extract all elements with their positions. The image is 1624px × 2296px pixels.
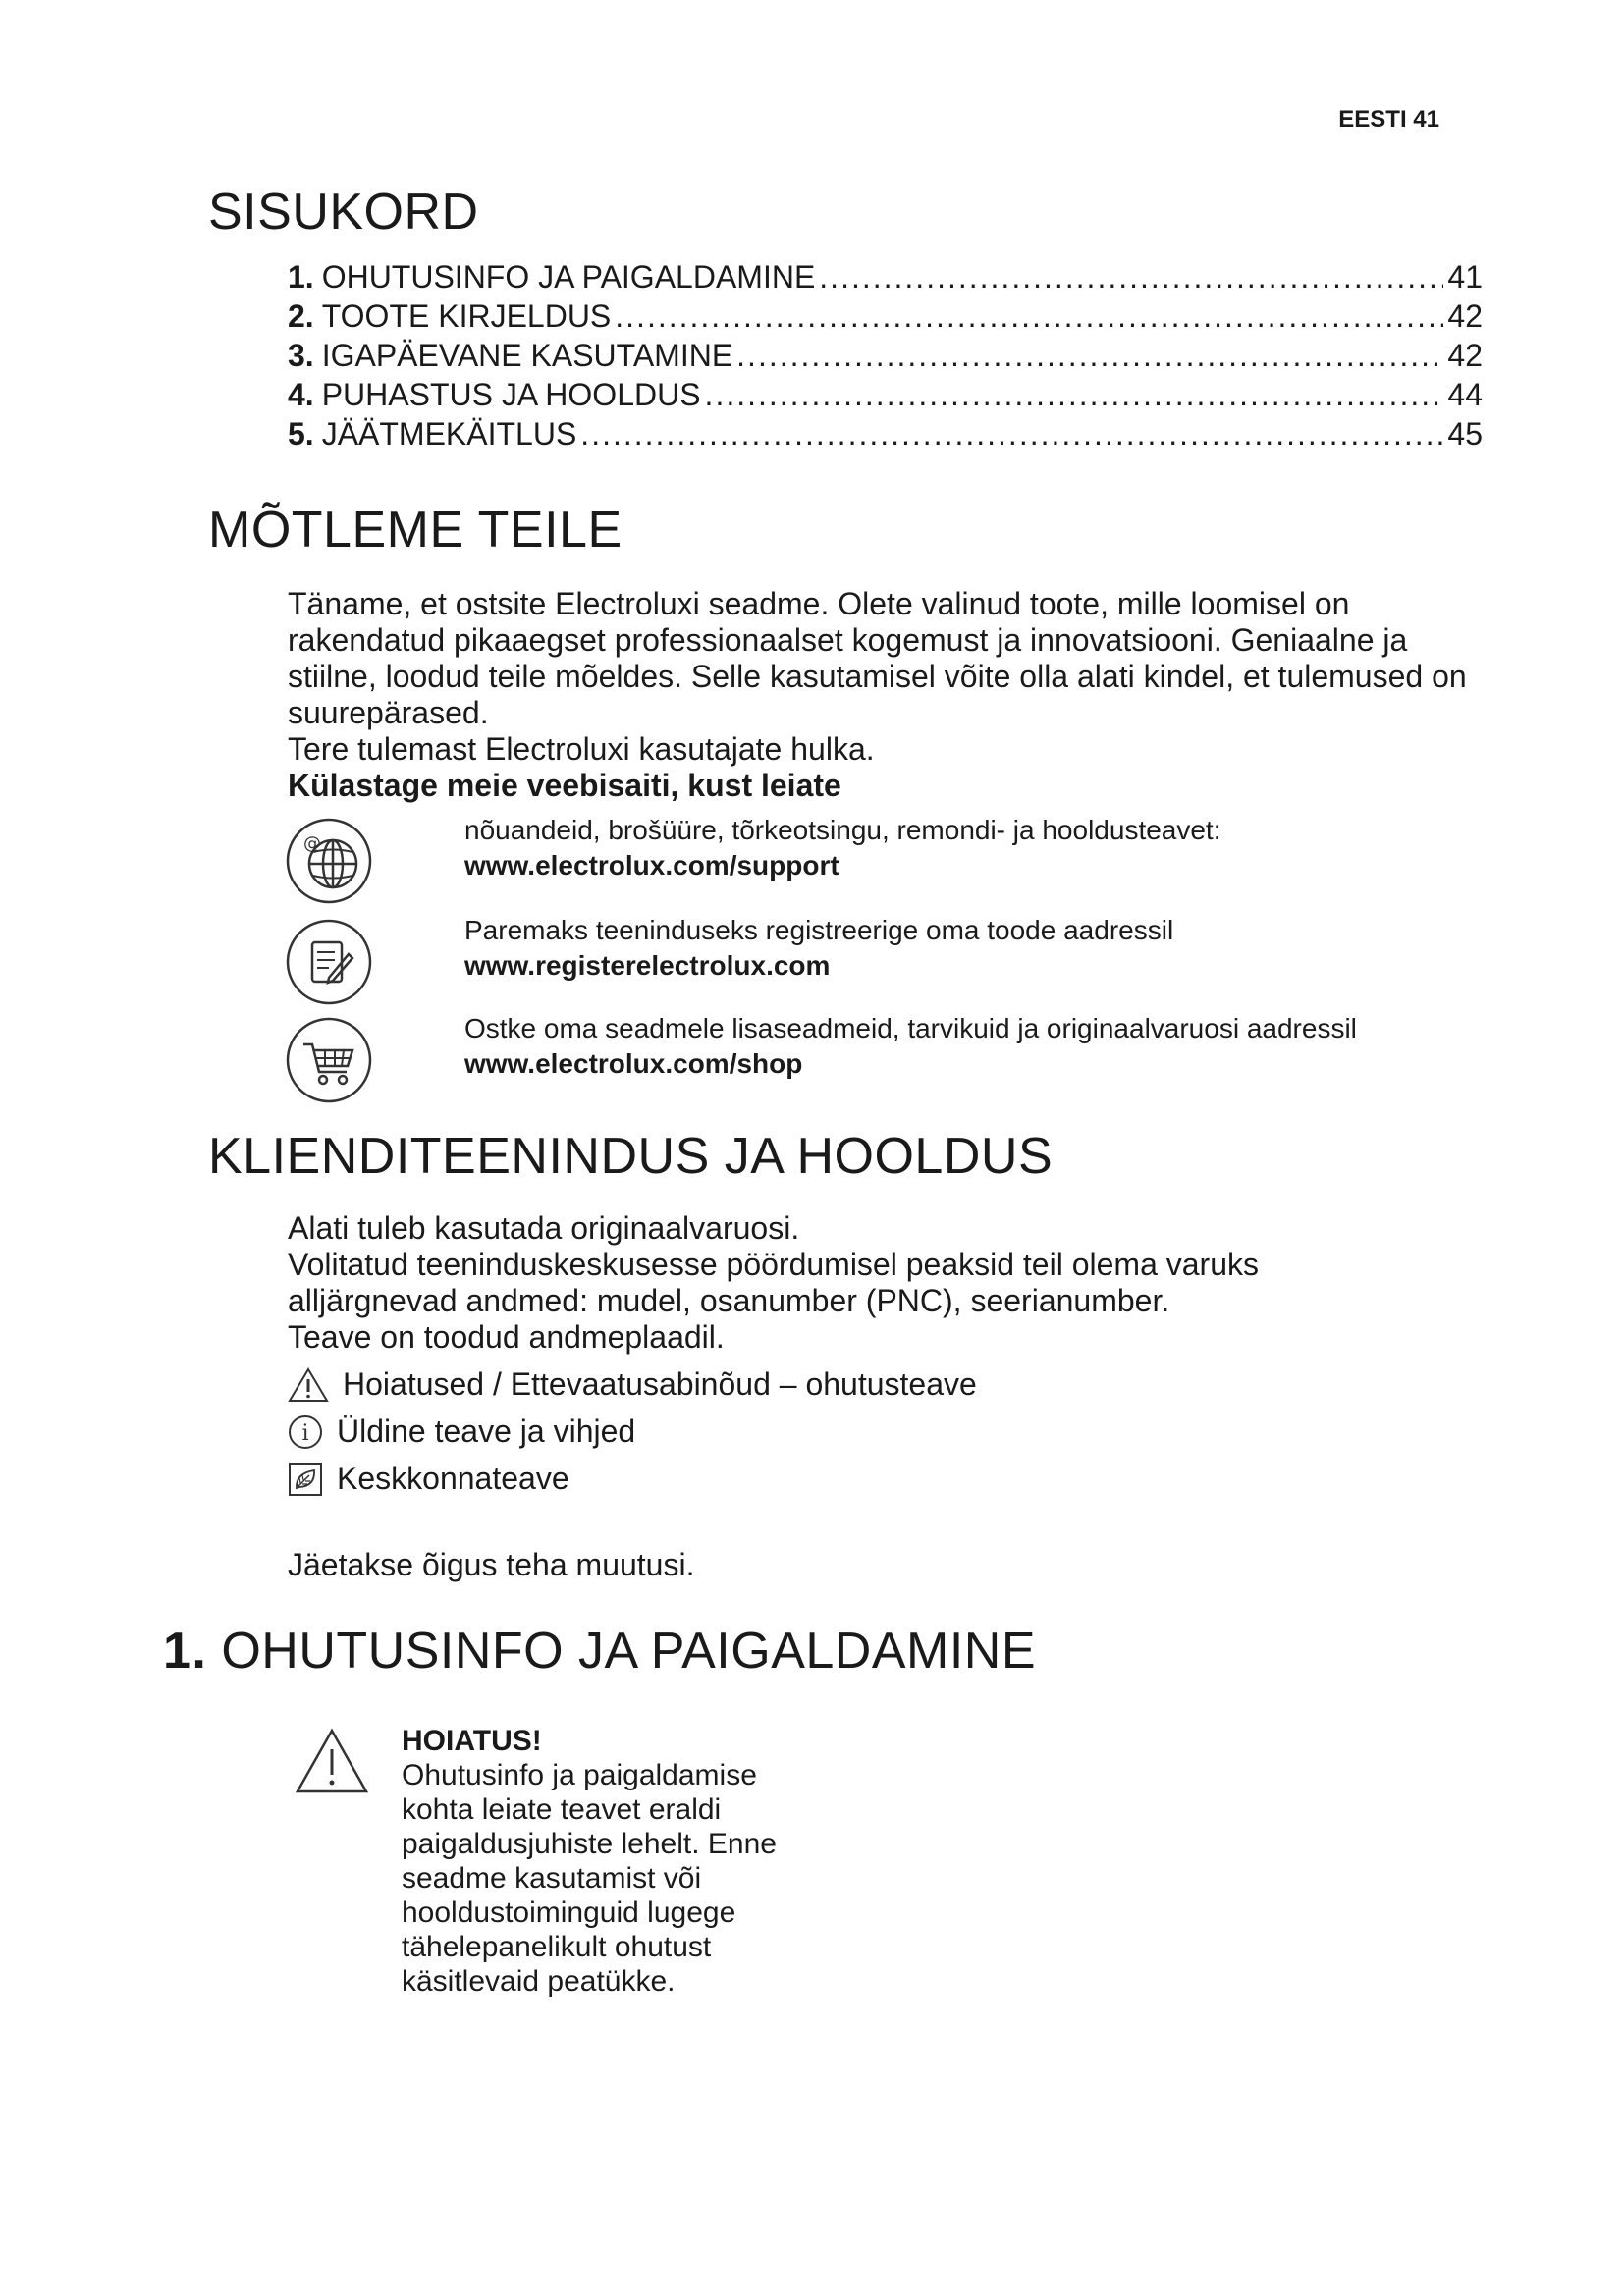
toc-item-number: 5. <box>288 416 314 452</box>
warning-line: Ohutusinfo ja paigaldamise <box>402 1759 757 1791</box>
toc-item-number: 2. <box>288 298 314 334</box>
safety-title-text: OHUTUSINFO JA PAIGALDAMINE <box>221 1623 1037 1680</box>
safety-title-number: 1. <box>163 1623 207 1680</box>
support-link[interactable]: www.electrolux.com/support <box>464 850 839 881</box>
toc-item[interactable] <box>288 375 1483 414</box>
symbol-label: Hoiatused / Ettevaatusabinõud – ohutusteave <box>343 1366 977 1402</box>
register-link[interactable]: www.registerelectrolux.com <box>464 950 831 981</box>
warning-line: kohta leiate teavet eraldi <box>402 1793 722 1826</box>
toc-item[interactable] <box>288 257 1483 296</box>
toc-item-number: 4. <box>288 377 314 412</box>
warning-line: paigaldusjuhiste lehelt. Enne <box>402 1828 777 1860</box>
toc-item-page: 45 <box>1447 416 1483 452</box>
warning-line: tähelepanelikult ohutust <box>402 1931 712 1963</box>
register-link-block <box>464 913 1173 984</box>
toc-leader-dots <box>819 257 1443 296</box>
symbol-label: Üldine teave ja vihjed <box>337 1414 636 1449</box>
service-line: Teave on toodud andmeplaadil. <box>288 1319 725 1355</box>
page-number-label: EESTI 41 <box>1338 106 1439 133</box>
thinking-title: MÕTLEME TEILE <box>208 502 623 559</box>
register-link-description: Paremaks teeninduseks registreerige oma toode aadressil <box>464 915 1174 945</box>
toc-item-page: 41 <box>1447 259 1483 294</box>
toc-item-label: PUHASTUS JA HOOLDUS <box>321 377 701 412</box>
svg-text:@: @ <box>303 833 321 854</box>
shop-link-block <box>464 1011 1357 1082</box>
toc-leader-dots <box>705 375 1444 414</box>
table-of-contents <box>288 257 1483 454</box>
warning-triangle-icon <box>295 1728 369 1794</box>
service-line: alljärgnevad andmed: mudel, osanumber (PNC), seerianumber. <box>288 1283 1170 1318</box>
toc-item-number: 3. <box>288 338 314 373</box>
toc-item-label: OHUTUSINFO JA PAIGALDAMINE <box>321 259 816 294</box>
warning-title: HOIATUS! <box>402 1725 542 1757</box>
support-link-block <box>464 813 1221 883</box>
toc-item-label: JÄÄTMEKÄITLUS <box>321 416 577 452</box>
thinking-paragraph: Täname, et ostsite Electroluxi seadme. Olete valinud toote, mille loomisel on rakendatud pikaaegset professionaalset kogemust ja innovatsiooni. Geniaalne ja stiilne, loodud teile mõeldes. Selle kasutamisel võite olla alati kindel, et tulemused on suurepärased. <box>288 586 1467 730</box>
toc-leader-dots <box>580 414 1443 454</box>
toc-item-number: 1. <box>288 259 314 294</box>
service-title: KLIENDITEENINDUS JA HOOLDUS <box>208 1128 1054 1185</box>
symbol-label: Keskkonnateave <box>337 1461 569 1496</box>
service-line: Volitatud teeninduskeskusesse pöördumisel peaksid teil olema varuks <box>288 1247 1259 1282</box>
toc-leader-dots <box>615 296 1443 336</box>
toc-item[interactable] <box>288 336 1483 375</box>
service-line: Alati tuleb kasutada originaalvaruosi. <box>288 1210 800 1246</box>
symbol-legend-environment <box>288 1461 569 1497</box>
visit-website-text: Külastage meie veebisaiti, kust leiate <box>288 768 841 803</box>
toc-item-label: TOOTE KIRJELDUS <box>321 298 612 334</box>
warning-line: käsitlevaid peatükke. <box>402 1965 676 1998</box>
support-link-description: nõuandeid, brošüüre, tõrkeotsingu, remondi- ja hooldusteavet: <box>464 815 1221 845</box>
shop-link[interactable]: www.electrolux.com/shop <box>464 1048 803 1079</box>
shopping-cart-icon <box>286 1017 372 1103</box>
svg-text:i: i <box>301 1420 309 1446</box>
warning-line: seadme kasutamist või <box>402 1862 702 1895</box>
info-icon <box>288 1415 323 1450</box>
toc-leader-dots <box>736 336 1443 375</box>
toc-title: SISUKORD <box>208 184 479 240</box>
register-icon <box>286 919 372 1005</box>
thinking-body <box>288 586 1495 804</box>
toc-item-page: 44 <box>1447 377 1483 412</box>
changes-note: Jäetakse õigus teha muutusi. <box>288 1547 695 1582</box>
globe-icon <box>286 818 372 904</box>
service-body <box>288 1210 1495 1356</box>
warning-triangle-icon <box>288 1367 329 1403</box>
toc-item-page: 42 <box>1447 338 1483 373</box>
warning-box <box>402 1724 814 1999</box>
symbol-legend-info <box>288 1414 635 1450</box>
shop-link-description: Ostke oma seadmele lisaseadmeid, tarvikuid ja originaalvaruosi aadressil <box>464 1013 1357 1043</box>
warning-line: hooldustoiminguid lugege <box>402 1896 736 1929</box>
leaf-icon <box>288 1462 323 1497</box>
toc-item[interactable] <box>288 414 1483 454</box>
toc-item-page: 42 <box>1447 298 1483 334</box>
safety-title <box>163 1622 1036 1681</box>
welcome-text: Tere tulemast Electroluxi kasutajate hulka. <box>288 731 875 767</box>
toc-item[interactable] <box>288 296 1483 336</box>
symbol-legend-warning <box>288 1366 977 1403</box>
toc-item-label: IGAPÄEVANE KASUTAMINE <box>321 338 733 373</box>
